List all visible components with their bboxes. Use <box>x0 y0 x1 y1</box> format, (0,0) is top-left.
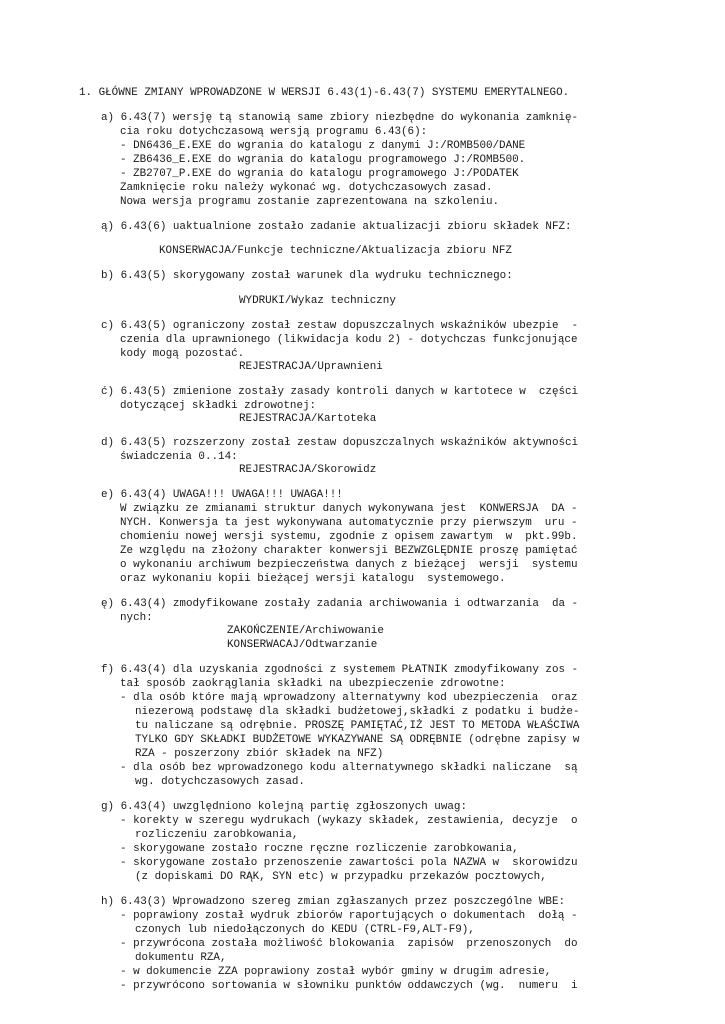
section-heading: 1. GŁÓWNE ZMIANY WPROWADZONE W WERSJI 6.43(1)-6.43(7) SYSTEMU EMERYTALNEGO. <box>79 87 570 99</box>
menu-path: REJESTRACJA/Kartoteka <box>239 413 377 425</box>
menu-path: KONSERWACAJ/Odtwarzanie <box>227 639 378 651</box>
item-c: c) 6.43(5) ograniczony został zestaw dopuszczalnych wskaźników ubezpie - <box>101 320 579 332</box>
text-line: - korekty w szeregu wydrukach (wykazy składek, zestawienia, decyzje o <box>120 815 578 827</box>
text-line: nych: <box>120 612 153 624</box>
text-line: Zamknięcie roku należy wykonać wg. dotychczasowych zasad. <box>120 182 493 194</box>
text-line: czonych lub niedołączonych do KEDU (CTRL-F9,ALT-F9), <box>135 924 475 936</box>
item-a: a) 6.43(7) wersję tą stanowią same zbiory niezbędne do wykonania zamknię- <box>101 112 579 124</box>
text-line: - w dokumencie ZZA poprawiony został wybór gminy w drugim adresie, <box>120 966 552 978</box>
item-g: g) 6.43(4) uwzględniono kolejną partię zgłoszonych uwag: <box>101 801 467 813</box>
text-line: - skorygowane zostało roczne ręczne rozliczenie zarobkowania, <box>120 843 519 855</box>
text-line: niezerową podstawę dla składki budżetowej,składki z podatku i budże- <box>135 706 580 718</box>
text-line: czenia dla uprawnionego (likwidacja kodu 2) - dotychczas funkcjonujące <box>120 334 578 346</box>
text-line: tał sposób zaokrąglania składki na ubezpieczenie zdrowotne: <box>120 678 506 690</box>
menu-path: REJESTRACJA/Uprawnieni <box>239 361 383 373</box>
text-line: rozliczeniu zarobkowania, <box>135 829 299 841</box>
text-line: świadczenia 0..14: <box>120 451 238 463</box>
item-d: d) 6.43(5) rozszerzony został zestaw dopuszczalnych wskaźników aktywności <box>101 437 579 449</box>
item-a-ogonek: ą) 6.43(6) uaktualnione zostało zadanie aktualizacji zbioru składek NFZ: <box>101 221 572 233</box>
text-line: (z dopiskami DO RĄK, SYN etc) w przypadku przekazów pocztowych, <box>135 871 547 883</box>
menu-path: ZAKOŃCZENIE/Archiwowanie <box>227 625 384 637</box>
text-line: RZA - poszerzony zbiór składek na NFZ) <box>135 748 384 760</box>
text-line: dokumentu RZA, <box>135 952 227 964</box>
item-h: h) 6.43(3) Wprowadzono szereg zmian zgłaszanych przez poszczególne WBE: <box>101 896 566 908</box>
text-line: kody mogą pozostać. <box>120 348 245 360</box>
text-line: wg. dotychczasowych zasad. <box>135 776 305 788</box>
text-line: - przywrócona została możliwość blokowania zapisów przenoszonych do <box>120 938 578 950</box>
text-line: Nowa wersja programu zostanie zaprezentowana na szkoleniu. <box>120 196 500 208</box>
menu-path: REJESTRACJA/Skorowidz <box>239 464 377 476</box>
text-line: NYCH. Konwersja ta jest wykonywana automatycznie przy pierwszym uru - <box>120 517 578 529</box>
text-line: chomieniu nowej wersji systemu, zgodnie z opisem zawartym w pkt.99b. <box>120 531 578 543</box>
item-c-acute: ć) 6.43(5) zmienione zostały zasady kontroli danych w kartotece w części <box>101 386 579 398</box>
text-line: - przywrócono sortowania w słowniku punktów oddawczych (wg. numeru i <box>120 980 578 992</box>
item-e-ogonek: ę) 6.43(4) zmodyfikowane zostały zadania archiwowania i odtwarzania da - <box>101 598 579 610</box>
item-b: b) 6.43(5) skorygowany został warunek dla wydruku technicznego: <box>101 270 513 282</box>
text-line: TYLKO GDY SKŁADKI BUDŻETOWE WYKAZYWANE SĄ ODRĘBNIE (odrębne zapisy w <box>135 734 580 746</box>
text-line: tu naliczane są odrębnie. PROSZĘ PAMIĘTAĆ,IŻ JEST TO METODA WŁAŚCIWA <box>135 720 580 732</box>
text-line: - dla osób bez wprowadzonego kodu alternatywnego składki naliczane są <box>120 762 578 774</box>
item-e: e) 6.43(4) UWAGA!!! UWAGA!!! UWAGA!!! <box>101 489 343 501</box>
text-line: - skorygowane zostało przenoszenie zawartości pola NAZWA w skorowidzu <box>120 857 578 869</box>
text-line: o wykonaniu archiwum bezpieczeństwa danych z bieżącej wersji systemu <box>120 559 578 571</box>
text-line: - ZB6436_E.EXE do wgrania do katalogu programowego J:/ROMB500. <box>120 154 526 166</box>
item-f: f) 6.43(4) dla uzyskania zgodności z systemem PŁATNIK zmodyfikowany zos - <box>101 664 579 676</box>
text-line: W związku ze zmianami struktur danych wykonywana jest KONWERSJA DA - <box>120 503 578 515</box>
text-line: - ZB2707_P.EXE do wgrania do katalogu programowego J:/PODATEK <box>120 168 519 180</box>
text-line: - dla osób które mają wprowadzony alternatywny kod ubezpieczenia oraz <box>120 692 578 704</box>
text-line: dotyczącej składki zdrowotnej: <box>120 400 317 412</box>
text-line: oraz wykonaniu kopii bieżącej wersji katalogu systemowego. <box>120 573 506 585</box>
menu-path: KONSERWACJA/Funkcje techniczne/Aktualizacja zbioru NFZ <box>159 245 512 257</box>
text-line: - poprawiony został wydruk zbiorów raportujących o dokumentach dołą - <box>120 910 578 922</box>
text-line: - DN6436_E.EXE do wgrania do katalogu z danymi J:/ROMB500/DANE <box>120 140 526 152</box>
text-line: Ze względu na złożony charakter konwersji BEZWZGLĘDNIE proszę pamiętać <box>120 545 578 557</box>
menu-path: WYDRUKI/Wykaz techniczny <box>239 295 396 307</box>
text-line: cia roku dotychczasową wersją programu 6.43(6): <box>120 126 428 138</box>
